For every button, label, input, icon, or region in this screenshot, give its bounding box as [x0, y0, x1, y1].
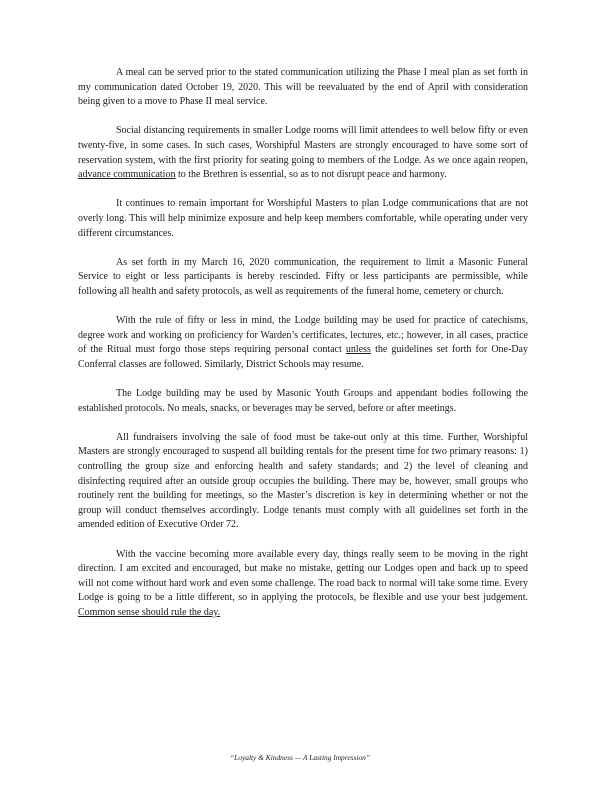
underlined-text: advance communication — [78, 169, 176, 181]
paragraph-fundraisers — [78, 431, 528, 533]
paragraph-text: With the vaccine becoming more available every day, things really seem to be moving in the right direction. I am excited and encouraged, but make no mistake, getting our Lodges open and back up to speed will not come without hard work and even some challenge. The road back to normal will take some time. Every Lodge is going to be a little different, so in applying the protocols, be flexible and use your best judgement. — [78, 548, 528, 604]
underlined-text: unless — [345, 344, 371, 356]
paragraph-text: the guidelines set forth for One-Day Conferral classes are followed. Similarly, District Schools may resume. — [78, 344, 528, 370]
paragraph-text: The Lodge building may be used by Masonic Youth Groups and appendant bodies following the established protocols. No meals, snacks, or beverages may be served, before or after meetings. — [78, 388, 528, 414]
paragraph-vaccine — [78, 548, 528, 621]
paragraph-funeral-service — [78, 256, 528, 300]
paragraph-text: A meal can be served prior to the stated communication utilizing the Phase I meal plan as set forth in my communication dated October 19, 2020. This will be reevaluated by the end of April with consideration being given to a move to Phase II meal service. — [78, 67, 528, 108]
paragraph-text: to the Brethren is essential, so as to not disrupt peace and harmony. — [175, 169, 447, 181]
paragraph-text: With the rule of fifty or less in mind, the Lodge building may be used for practice of catechisms, degree work and working on proficiency for Warden’s certificates, lectures, etc.; however, in all cases, practice of the Ritual must forgo those steps requiring personal contact — [78, 315, 528, 356]
paragraph-youth-groups — [78, 387, 528, 416]
paragraph-social-distancing — [78, 124, 528, 182]
footer-motto: “Loyalty & Kindness — A Lasting Impression” — [230, 753, 370, 762]
paragraph-text: It continues to remain important for Worshipful Masters to plan Lodge communications that are not overly long. This will help minimize exposure and help keep members comfortable, while operating under very different circumstances. — [78, 198, 528, 239]
paragraph-text: As set forth in my March 16, 2020 communication, the requirement to limit a Masonic Funeral Service to eight or less participants is hereby rescinded. Fifty or less participants are permissible, while following all health and safety protocols, as well as requirements of the funeral home, cemetery or church. — [78, 256, 528, 297]
paragraph-text: All fundraisers involving the sale of food must be take-out only at this time. Further, Worshipful Masters are strongly encouraged to suspend all building rentals for the present time for two primary reasons: 1) controlling the group size and enforcing health and safety standards; and 2) the level of cleaning and disinfecting required after an outside group occupies the building. There may be, however, small groups who routinely rent the building for meetings, so the Master’s discretion is key in determining whether or not the group will conduct themselves accordingly. Lodge tenants must comply with all guidelines set forth in the amended edition of Executive Order 72. — [78, 431, 528, 531]
paragraph-phase-meal — [78, 66, 528, 110]
paragraph-short-communications — [78, 197, 528, 241]
document-body — [78, 66, 528, 621]
paragraph-ritual-practice — [78, 314, 528, 372]
underlined-text: Common sense should rule the day. — [78, 606, 221, 618]
paragraph-text: Social distancing requirements in smaller Lodge rooms will limit attendees to well below fifty or even twenty-five, in some cases. In such cases, Worshipful Masters are strongly encouraged to have some sort of reservation system, with the first priority for seating going to members of the Lodge. As we once again reopen, — [78, 125, 528, 166]
